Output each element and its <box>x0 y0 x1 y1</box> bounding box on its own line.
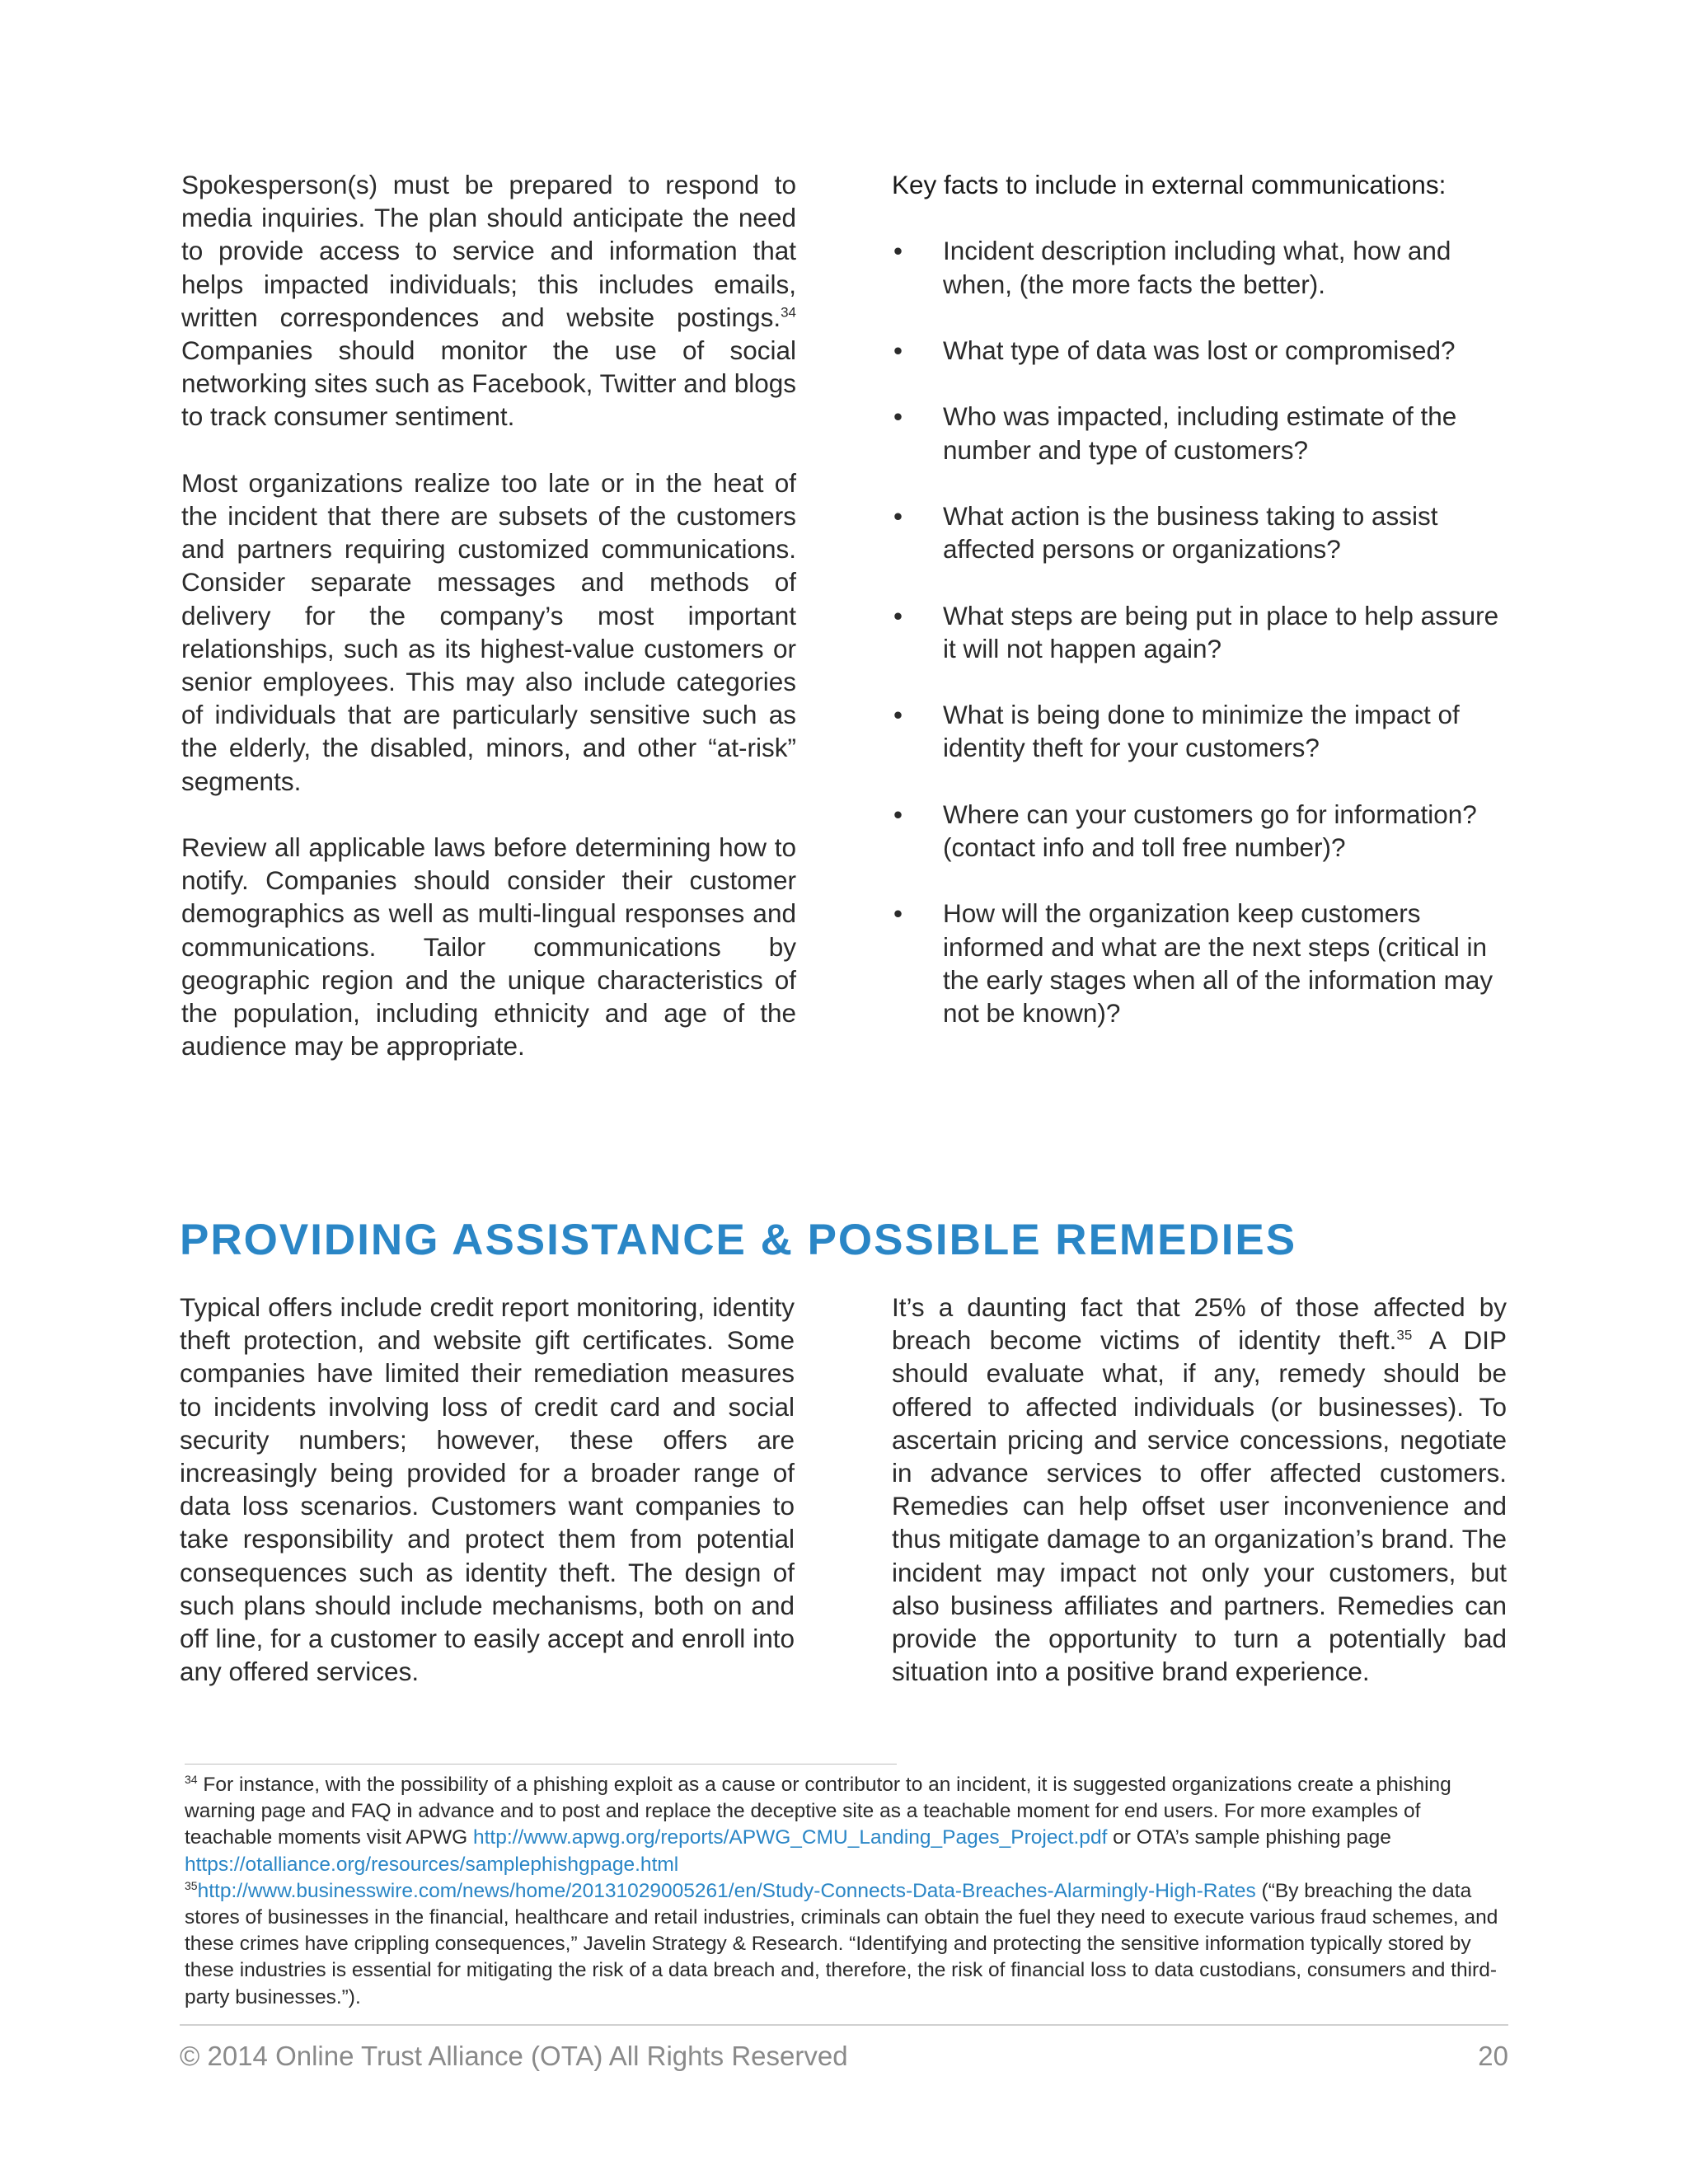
bullet-icon: • <box>893 335 903 365</box>
bullet-icon: • <box>893 898 903 929</box>
key-facts-list <box>892 234 1518 1029</box>
paragraph-customized-communications: Most organizations realize too late or in the heat of the incident that there are subsets of the customers and partners requiring customized communications. Consider separate messages and methods of delivery for the company’s most important relationships, such as its highest-value customers or senior employees. This may also include categories of individuals that are particularly sensitive such as the elderly, the disabled, minors, and other “at-risk” segments. <box>181 467 796 796</box>
footnote-ref-34[interactable]: 34 <box>781 304 796 321</box>
footnote-number: 35 <box>185 1878 198 1892</box>
page-number: 20 <box>1478 2041 1508 2071</box>
footnotes <box>185 1772 1512 2011</box>
list-item: • How will the organization keep customers informed and what are the next steps (critical in the early stages when all of the information may not be known)? <box>893 898 1493 1028</box>
paragraph-typical-offers: Typical offers include credit report monitoring, identity theft protection, and website gift certificates. Some companies have limited their remediation measures to incidents involving loss of credit card and social security numbers; however, these offers are increasingly being provided for a broader range of data loss scenarios. Customers want companies to take responsibility and protect them from potential consequences such as identity theft. The design of such plans should include mechanisms, both on and off line, for a customer to easily accept and enroll into any offered services. <box>180 1292 795 1687</box>
key-facts-column <box>892 168 1518 1062</box>
top-left-column <box>181 168 796 1062</box>
bullet-icon: • <box>893 700 903 730</box>
bullet-icon: • <box>893 236 903 266</box>
list-item: • What type of data was lost or compromised? <box>892 334 1518 367</box>
list-item: • Incident description including what, how and when, (the more facts the better). <box>893 236 1451 299</box>
list-item: • What action is the business taking to assist affected persons or organizations? <box>893 500 1438 565</box>
footnote-34: $^{34}$ For instance, with the possibility of a phishing exploit as a cause or contributor to an incident, it is suggested organizations create a phishing warning page and FAQ in advance and to post and replace the deceptive site as a teachable moment for end users. For more examples of teachable moments visit APWG http://www.apwg.org/reports/APWG_CMU_Landing_Pages_Project.pdf or OTA’s sample phishing page https://otalliance.org/resources/samplephishgpage.html <box>185 1772 1451 1876</box>
apwg-link[interactable]: http://www.apwg.org/reports/APWG_CMU_Landing_Pages_Project.pdf <box>472 1826 1108 1849</box>
footnote-ref-35[interactable]: 35 <box>1396 1327 1413 1343</box>
remedies-right-column <box>892 1291 1507 1688</box>
remedies-left-column <box>180 1291 795 1688</box>
ota-phish-page-link[interactable]: https://otalliance.org/resources/samplephishgpage.html <box>185 1853 679 1876</box>
paragraph-daunting-fact: It’s a daunting fact that 25% of those affected by breach become victims of identity theft.$^{35}$ A DIP should evaluate what, if any, remedy should be offered to affected individuals (or businesses). To ascertain pricing and service concessions, negotiate in advance services to offer affected customers. Remedies can help offset user inconvenience and thus mitigate damage to an organization’s brand. The incident may impact not only your customers, but also business affiliates and partners. Remedies can provide the opportunity to turn a potentially bad situation into a positive brand experience. <box>892 1292 1507 1687</box>
list-item: • Where can your customers go for information? (contact info and toll free number)? <box>893 799 1477 862</box>
bullet-icon: • <box>893 799 903 829</box>
bullet-icon: • <box>893 600 903 630</box>
paragraph-spokesperson: Spokesperson(s) must be prepared to respond to media inquiries. The plan should anticipate the need to provide access to service and information that helps impacted individuals; this includes emails, written correspondences and website postings.$^{34}$ Companies should monitor the use of social networking sites such as Facebook, Twitter and blogs to track consumer sentiment. <box>181 170 796 432</box>
footer-copyright: © 2014 Online Trust Alliance (OTA) All Rights Reserved <box>180 2041 848 2071</box>
paragraph-review-laws: Review all applicable laws before determining how to notify. Companies should consider their customer demographics as well as multi-lingual responses and communications. Tailor communications by geographic region and the unique characteristics of the population, including ethnicity and age of the audience may be appropriate. <box>181 832 796 1062</box>
businesswire-link[interactable]: http://www.businesswire.com/news/home/20131029005261/en/Study-Connects-Data-Breaches-Alarmingly-High-Rates <box>197 1879 1256 1902</box>
bullet-icon: • <box>893 500 903 531</box>
footnote-number: 34 <box>185 1772 198 1786</box>
footer-divider <box>180 2024 1508 2026</box>
footnote-35: $^{35}$http://www.businesswire.com/news/home/20131029005261/en/Study-Connects-Data-Breaches-Alarmingly-High-Rates (“By breaching the data stores of businesses in the financial, healthcare and retail industries, criminals can obtain the fuel they need to execute various fraud schemes, and these crimes have crippling consequences,” Javelin Strategy & Research. “Identifying and protecting the sensitive information typically stored by these industries is essential for mitigating the risk of a data breach and, therefore, the risk of financial loss to data custodians, consumers and third-party businesses.”). <box>185 1878 1498 2008</box>
list-item: • Who was impacted, including estimate of the number and type of customers? <box>893 401 1457 465</box>
bullet-icon: • <box>893 401 903 432</box>
footnote-divider <box>185 1764 897 1765</box>
key-facts-heading: Key facts to include in external communications: <box>892 170 1447 199</box>
section-title: PROVIDING ASSISTANCE & POSSIBLE REMEDIES <box>180 1216 1297 1264</box>
list-item: • What is being done to minimize the impact of identity theft for your customers? <box>893 700 1460 763</box>
list-item: • What steps are being put in place to help assure it will not happen again? <box>893 600 1499 663</box>
